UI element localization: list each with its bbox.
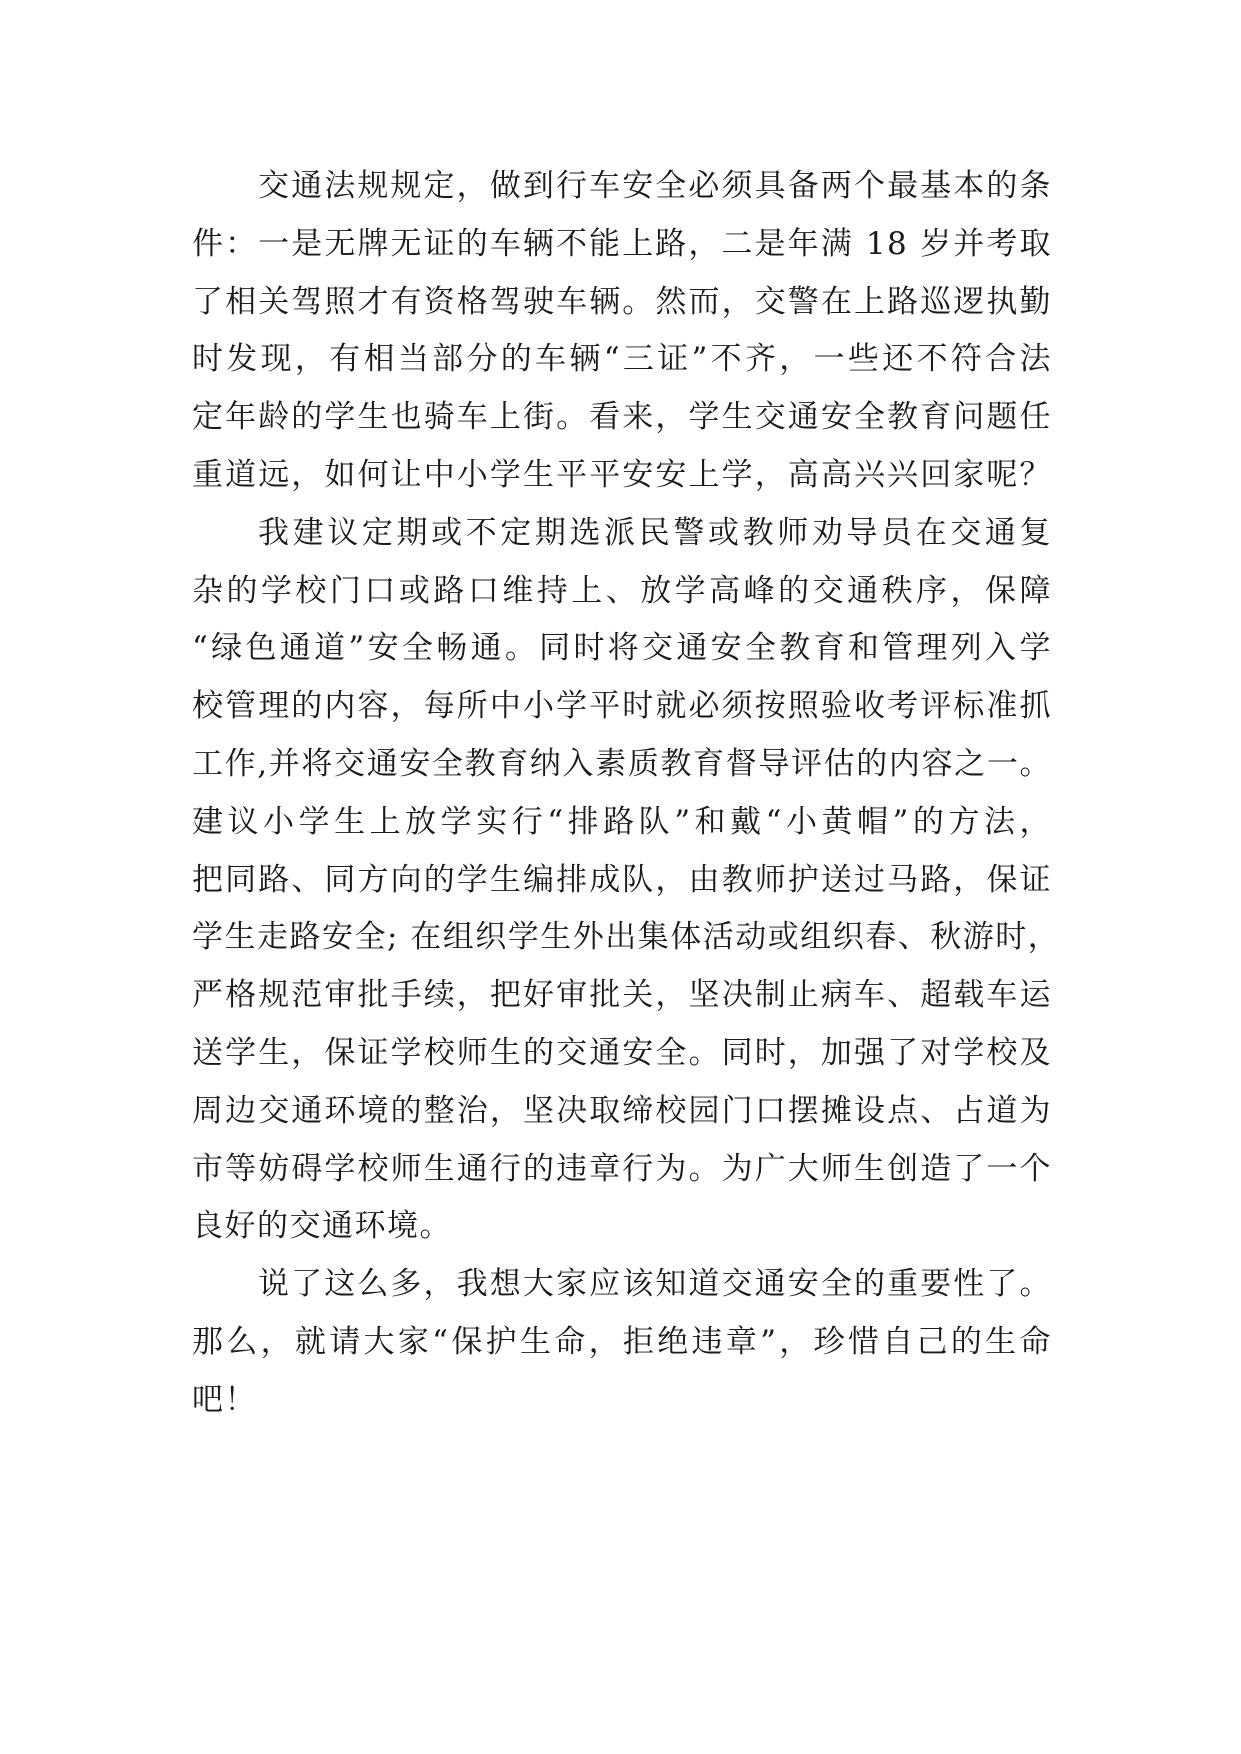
text-line: 市等妨碍学校师生通行的违章行为。为广大师生创造了一个: [192, 1150, 1052, 1187]
text-line: 了相关驾照才有资格驾驶车辆。然而，交警在上路巡逻执勤: [192, 283, 1052, 320]
paragraph-3: [192, 1256, 1052, 1429]
text-line: “绿色通道”安全畅通。同时将交通安全教育和管理列入学: [192, 630, 1052, 667]
paragraph-1: [192, 158, 1052, 505]
paragraph-2: [192, 505, 1061, 1256]
text-line: 周边交通环境的整治，坚决取缔校园门口摆摊设点、占道为: [192, 1092, 1052, 1129]
text-line: 杂的学校门口或路口维持上、放学高峰的交通秩序，保障: [192, 572, 1052, 609]
text-line: 那么，就请大家“保护生命，拒绝违章”，珍惜自己的生命: [192, 1323, 1052, 1360]
text-line: 说了这么多，我想大家应该知道交通安全的重要性了。: [258, 1266, 1052, 1303]
text-line: 定年龄的学生也骑车上街。看来，学生交通安全教育问题任: [192, 399, 1052, 436]
text-line: 吧！: [192, 1381, 257, 1418]
text-line: 严格规范审批手续，把好审批关，坚决制止病车、超载车运: [192, 977, 1052, 1014]
text-line: 建议小学生上放学实行“排路队”和戴“小黄帽”的方法，: [192, 803, 1052, 840]
text-line: 学生走路安全; 在组织学生外出集体活动或组织春、秋游时，: [192, 919, 1061, 956]
text-line: 我建议定期或不定期选派民警或教师劝导员在交通复: [258, 514, 1052, 551]
text-line: 时发现，有相当部分的车辆“三证”不齐，一些还不符合法: [192, 341, 1052, 378]
text-line: 工作,并将交通安全教育纳入素质教育督导评估的内容之一。: [192, 745, 1052, 782]
text-line: 校管理的内容，每所中小学平时就必须按照验收考评标准抓: [192, 688, 1052, 725]
text-line: 把同路、同方向的学生编排成队，由教师护送过马路，保证: [192, 861, 1052, 898]
text-line: 重道远，如何让中小学生平平安安上学，高高兴兴回家呢？: [192, 456, 1052, 493]
text-line: 交通法规规定，做到行车安全必须具备两个最基本的条: [258, 168, 1052, 204]
text-line: 送学生，保证学校师生的交通安全。同时，加强了对学校及: [192, 1034, 1052, 1071]
text-line: 良好的交通环境。: [192, 1208, 452, 1245]
text-line: 件：一是无牌无证的车辆不能上路，二是年满 18 岁并考取: [192, 225, 1052, 262]
document-body: [192, 158, 1061, 1430]
